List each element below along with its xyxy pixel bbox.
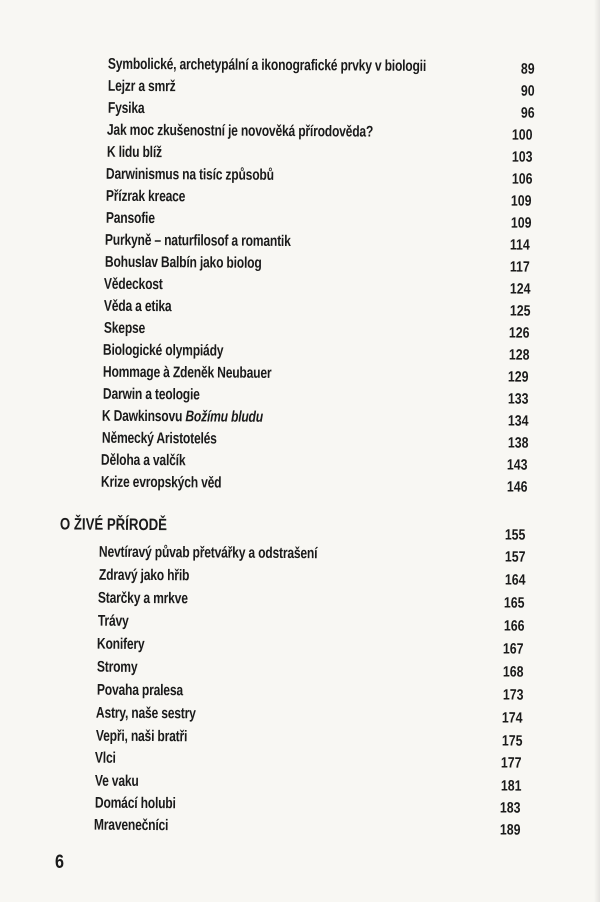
entry-page-number: 166 xyxy=(503,617,525,635)
entry-page-number: 164 xyxy=(504,571,526,589)
entry-title: Přízrak kreace xyxy=(105,187,186,206)
section-title: O ŽIVÉ PŘÍRODĚ xyxy=(59,515,168,535)
entry-title: Vlci xyxy=(94,749,116,767)
entry-title: Biologické olympiády xyxy=(102,341,224,360)
entry-title: K lidu blíž xyxy=(106,143,162,162)
toc-entry xyxy=(0,612,600,638)
entry-title: Purkyně – naturfilosof a romantik xyxy=(104,231,291,251)
entry-title: Věda a etika xyxy=(103,297,172,316)
entry-title: Skepse xyxy=(103,319,146,338)
entry-page-number: 146 xyxy=(506,478,528,496)
entry-page-number: 126 xyxy=(508,324,530,342)
entry-page-number: 89 xyxy=(520,60,535,78)
entry-page-number: 103 xyxy=(511,148,533,166)
section-page-number: 155 xyxy=(504,526,526,544)
toc-entry xyxy=(0,816,600,842)
entry-page-number: 124 xyxy=(509,280,531,298)
entry-page-number: 129 xyxy=(507,368,529,386)
entry-title: Vědeckost xyxy=(103,275,163,294)
entry-title-text: K Dawkinsovu xyxy=(101,407,186,426)
entry-page-number: 177 xyxy=(500,754,522,772)
entry-page-number: 174 xyxy=(501,709,523,727)
entry-title: Hommage à Zdeněk Neubauer xyxy=(102,363,272,382)
entry-title: Mravenečníci xyxy=(93,816,169,835)
entry-title: Pansofie xyxy=(105,209,155,228)
entry-page-number: 165 xyxy=(503,594,525,612)
toc-entry xyxy=(0,681,600,707)
entry-title: Krize evropských věd xyxy=(100,473,222,492)
entry-title: Fysika xyxy=(107,99,145,118)
entry-page-number: 157 xyxy=(504,548,526,566)
entry-page-number: 175 xyxy=(501,732,523,750)
entry-title: Jak moc zkušenostní je novověká přírodověda? xyxy=(106,121,374,141)
entry-page-number: 189 xyxy=(499,821,521,839)
entry-page-number: 117 xyxy=(509,258,530,276)
page-number-folio: 6 xyxy=(55,852,64,873)
toc-entry xyxy=(0,749,600,775)
entry-title: Trávy xyxy=(97,612,129,630)
entry-title: Astry, naše sestry xyxy=(95,704,196,723)
entry-page-number: 168 xyxy=(502,663,524,681)
entry-title: Nevtíravý půvab přetvářky a odstrašení xyxy=(98,543,318,563)
entry-page-number: 96 xyxy=(520,104,535,122)
entry-title: Ve vaku xyxy=(94,772,139,790)
toc-entry xyxy=(0,658,600,684)
entry-page-number: 114 xyxy=(509,236,530,254)
entry-title: Domácí holubi xyxy=(94,794,176,813)
entry-page-number: 143 xyxy=(506,456,528,474)
entry-page-number: 128 xyxy=(508,346,530,364)
entry-page-number: 183 xyxy=(499,799,521,817)
entry-title: Stromy xyxy=(96,658,138,676)
entry-page-number: 109 xyxy=(510,214,532,232)
entry-page-number: 125 xyxy=(509,302,531,320)
entry-page-number: 109 xyxy=(510,192,532,210)
entry-page-number: 138 xyxy=(507,434,529,452)
entry-title: Povaha pralesa xyxy=(96,681,183,700)
toc-entry xyxy=(0,566,600,592)
entry-title: Konifery xyxy=(96,635,145,654)
entry-title: Lejzr a smrž xyxy=(107,77,176,96)
entry-title: Německý Aristotelés xyxy=(101,429,217,448)
entry-page-number: 173 xyxy=(502,686,524,704)
entry-title: Děloha a valčík xyxy=(100,451,186,470)
entry-page-number: 167 xyxy=(502,640,524,658)
entry-title: Darwin a teologie xyxy=(102,385,200,404)
entry-page-number: 181 xyxy=(500,777,522,795)
entry-title: Symbolické, archetypální a ikonografické prvky v biologii xyxy=(107,55,427,75)
toc-entry xyxy=(0,704,600,730)
entry-title-italic: Božímu bludu xyxy=(185,408,264,426)
entry-title: Starčky a mrkve xyxy=(97,589,188,608)
entry-title: Vepři, naši bratři xyxy=(95,727,188,746)
entry-title: Zdravý jako hřib xyxy=(98,566,190,585)
toc-entry xyxy=(0,543,600,569)
entry-title: Bohuslav Balbín jako biolog xyxy=(104,253,262,272)
entry-page-number: 133 xyxy=(507,390,529,408)
entry-title xyxy=(102,408,263,427)
toc-entry xyxy=(0,473,600,499)
page-edge-shadow xyxy=(594,0,600,902)
entry-page-number: 106 xyxy=(511,170,533,188)
entry-title: Darwinismus na tisíc způsobů xyxy=(105,165,274,184)
toc-entry xyxy=(0,635,600,661)
section-heading xyxy=(0,515,600,544)
toc-entry xyxy=(0,589,600,615)
entry-page-number: 100 xyxy=(511,126,533,144)
entry-page-number: 90 xyxy=(520,82,535,100)
entry-page-number: 134 xyxy=(507,412,529,430)
